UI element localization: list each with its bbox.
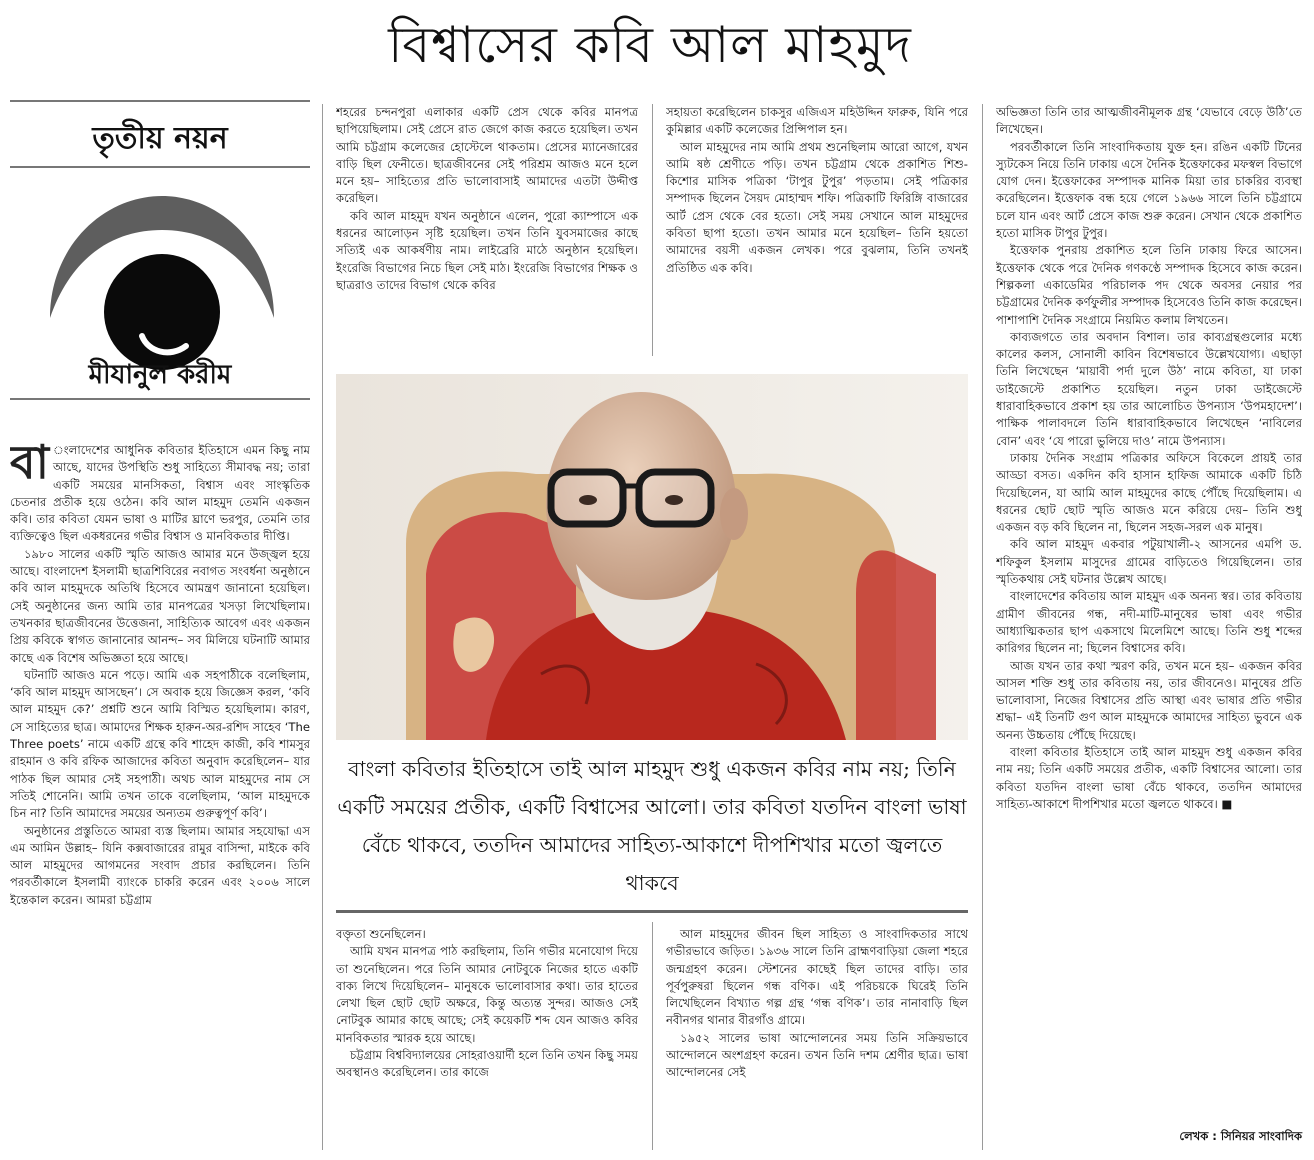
paragraph: ১৯৫২ সালের ভাষা আন্দোলনের সময় তিনি সক্রিয়ভাবে আন্দোলনে অংশগ্রহণ করেন। তখন তিনি দশম শ্রেণীর ছাত্র। ভাষা আন্দোলনের সেই <box>666 1030 968 1080</box>
paragraph: বা ংলাদেশের আধুনিক কবিতার ইতিহাসে এমন কিছু নাম আছে, যাদের উপস্থিতি শুধু সাহিত্যে সীমাবদ্ধ নয়; তারা একটি সময়ের মানসিকতা, বিশ্বাস এবং সাংস্কৃতিক চেতনার প্রতীক হয়ে ওঠেন। কবি আল মাহমুদ তেমনি একজন কবি। তার কবিতা যেমন ভাষা ও মাটির ঘ্রাণে ভরপুর, তেমনি তার ব্যক্তিত্বেও ছিল একধরনের গভীর বিশ্বাস ও মানবিকতার দীপ্তি। <box>10 442 310 544</box>
column-rule <box>652 922 653 1150</box>
column-name: তৃতীয় নয়ন <box>92 121 228 156</box>
headline: বিশ্বাসের কবি আল মাহমুদ <box>388 16 912 74</box>
paragraph: বাংলাদেশের কবিতায় আল মাহমুদ এক অনন্য স্বর। তার কবিতায় গ্রামীণ জীবনের গন্ধ, নদী-মাটি-মানুষের ভাষা এবং গভীর আধ্যাত্মিকতার ছাপ একসাথে মিলেমিশে আছে। তিনি শুধু শব্দের কারিগর ছিলেন না; ছিলেন বিশ্বাসের কবি। <box>996 589 1302 656</box>
column-rule <box>982 104 983 1150</box>
paragraph: চট্টগ্রাম বিশ্ববিদ্যালয়ের সোহরাওয়ার্দী হলে তিনি তখন কিছু সময় অবস্থানও করেছিলেন। তার কাজে <box>336 1048 638 1080</box>
paragraph: কবি আল মাহমুদ একবার পটুয়াখালী-২ আসনের এমপি ড. শফিকুল ইসলাম মাসুদের গ্রামের বাড়িতেও গিয়েছিলেন। তার স্মৃতিকথায় সেই ঘটনার উল্লেখ আছে। <box>996 537 1302 587</box>
panel-bottom-rule <box>10 398 310 400</box>
column-header-panel <box>10 100 310 402</box>
paragraph: কবি আল মাহমুদ যখন অনুষ্ঠানে এলেন, পুরো ক্যাম্পাসে এক ধরনের আলোড়ন সৃষ্টি হয়েছিল। তখন তিনি যুবসমাজের কাছে সত্যিই এক আকর্ষণীয় নাম। লাইব্রেরি মাঠে অনুষ্ঠান হয়েছিল। ইংরেজি বিভাগের নিচে ছিল সেই মাঠ। ইংরেজি বিভাগের শিক্ষক ও ছাত্ররাও তাদের বিভাগ থেকে কবির <box>336 208 638 292</box>
poet-photo <box>336 374 968 740</box>
paragraph: আল মাহমুদের নাম আমি প্রথম শুনেছিলাম আরো আগে, যখন আমি ষষ্ঠ শ্রেণীতে পড়ি। তখন চট্টগ্রাম থেকে প্রকাশিত শিশু-কিশোর মাসিক পত্রিকা ‘টাপুর টুপুর’ পড়তাম। সেই পত্রিকার সম্পাদক ছিলেন সৈয়দ মোহাম্মদ শফি। পত্রিকাটি ফিরিঙ্গি বাজারের আর্ট প্রেস থেকে বের হতো। সেই সময় সেখানে আল মাহমুদের কবিতা ছাপা হতো। তখন আমার মনে হয়েছিল– তিনি হয়তো আমাদের বয়সী একজন লেখক। পরে বুঝলাম, তিনি তখনই প্রতিষ্ঠিত এক কবি। <box>666 139 968 275</box>
pull-quote: বাংলা কবিতার ইতিহাসে তাই আল মাহমুদ শুধু একজন কবির নাম নয়; তিনি একটি সময়ের প্রতীক, একটি বিশ্বাসের আলো। তার কবিতা যতদিন বাংলা ভাষা বেঁচে থাকবে, ততদিন আমাদের সাহিত্য-আকাশে দীপশিখার মতো জ্বলতে থাকবে <box>337 757 967 895</box>
article-column-3-bottom <box>666 926 968 1150</box>
panel-top-rule <box>10 100 310 102</box>
drop-cap: বা <box>10 442 49 489</box>
article-column-2-top <box>336 104 638 356</box>
eye-icon <box>44 186 280 382</box>
pull-quote-rule <box>336 910 968 913</box>
paragraph: কাব্যজগতে তার অবদান বিশাল। তার কাব্যগ্রন্থগুলোর মধ্যে কালের কলস, সোনালী কাবিন বিশেষভাবে উল্লেখযোগ্য। এছাড়া তিনি লিখেছেন ‘মায়াবী পর্দা দুলে উঠ’ নামে কবিতা, যা ঢাকা ডাইজেস্টে প্রকাশিত হয়েছিল। নতুন ঢাকা ডাইজেস্টে ধারাবাহিকভাবে প্রকাশ হয় তার আলোচিত উপন্যাস ‘উপমহাদেশ’। পাক্ষিক পালাবদলে তিনি ধারাবাহিকভাবে লিখেছেন ‘নাবিলের বোন’ এবং ‘যে পারো ভুলিয়ে দাও’ নামে উপন্যাস। <box>996 329 1302 448</box>
article-column-2-bottom <box>336 926 638 1150</box>
paragraph: ইত্তেফাক পুনরায় প্রকাশিত হলে তিনি ঢাকায় ফিরে আসেন। ইত্তেফাক থেকে পরে দৈনিক গণকণ্ঠে সম্পাদক হিসেবে কাজ করেন। শিল্পকলা একাডেমির পরিচালক পদ থেকে অবসর নেয়ার পর চট্টগ্রামের দৈনিক কর্ণফুলীর সম্পাদক হিসেবেও তিনি কাজ করেছেন। পাশাপাশি দৈনিক সংগ্রামে নিয়মিত কলাম লিখতেন। <box>996 243 1302 327</box>
byline: লেখক : সিনিয়র সাংবাদিক <box>1179 1129 1302 1143</box>
column-rule <box>322 104 323 1150</box>
paragraph: পরবর্তীকালে তিনি সাংবাদিকতায় যুক্ত হন। রঙিন একটি টিনের স্যুটকেস নিয়ে তিনি ঢাকায় এসে দৈনিক ইত্তেফাকের মফস্বল বিভাগে যোগ দেন। ইত্তেফাকের সম্পাদক মানিক মিয়া তার চাকরির ব্যবস্থা করেছিলেন। ইত্তেফাক বন্ধ হয়ে গেলে ১৯৬৬ সালে তিনি চট্টগ্রামে চলে যান এবং আর্ট প্রেসে কাজ শুরু করেন। সেখান থেকে প্রকাশিত হতো মাসিক টাপুর টুপুর। <box>996 139 1302 241</box>
paragraph: ঘটনাটি আজও মনে পড়ে। আমি এক সহপাঠীকে বলেছিলাম, ‘কবি আল মাহমুদ আসছেন’। সে অবাক হয়ে জিজ্ঞেস করল, ‘কবি আল মাহমুদ কে?’ প্রশ্নটি শুনে আমি বিস্মিত হয়েছিলাম। কারণ, সে সাহিত্যের ছাত্র। আমাদের শিক্ষক হারুন-অর-রশিদ সাহেব ‘The Three poets’ নামে একটি গ্রন্থে কবি শাহেদ কাজী, কবি শামসুর রাহমান ও কবি রফিক আজাদের কবিতা অনুবাদ করেছিলেন– যার পাঠক ছিল আমার সেই সহপাঠী। অথচ আল মাহমুদের নাম সে সতিই শোনেনি। আমি তখন তাকে বলেছিলাম, ‘আল মাহমুদকে চিন না? তিনি আমাদের সময়ের অন্যতম গুরুত্বপূর্ণ কবি’। <box>10 667 310 821</box>
author-name: মীযানুল করীম <box>88 360 232 390</box>
paragraph: ঢাকায় দৈনিক সংগ্রাম পত্রিকার অফিসে বিকেলে প্রায়ই তার আড্ডা বসত। একদিন কবি হাসান হাফিজ আমাকে একটি চিঠি দিয়েছিলেন, যা আমি আল মাহমুদের কাছে পৌঁছে দিয়েছিলাম। এ ধরনের ছোট ছোট স্মৃতি আজও মনে করিয়ে দেয়– তিনি শুধু একজন বড় কবি ছিলেন না, ছিলেন সহজ-সরল এক মানুষ। <box>996 450 1302 535</box>
paragraph: আজ যখন তার কথা স্মরণ করি, তখন মনে হয়– একজন কবির আসল শক্তি শুধু তার কবিতায় নয়, তার জীবনেও। মানুষের প্রতি ভালোবাসা, নিজের বিশ্বাসের প্রতি আস্থা এবং ভাষার প্রতি গভীর শ্রদ্ধা– এই তিনটি গুণ আল মাহমুদকে আমাদের সাহিত্য ভুবনে এক অনন্য উচ্চতায় পৌঁছে দিয়েছে। <box>996 658 1302 742</box>
paragraph: বক্তৃতা শুনেছিলেন। <box>336 927 426 941</box>
paragraph: ১৯৮০ সালের একটি স্মৃতি আজও আমার মনে উজ্জ্বল হয়ে আছে। বাংলাদেশ ইসলামী ছাত্রশিবিরের নবাগত সংবর্ধনা অনুষ্ঠানে কবি আল মাহমুদকে অতিথি হিসেবে আমন্ত্রণ জানানো হয়েছিল। সেই অনুষ্ঠানের জন্য আমি তার মানপত্রের খসড়া লিখেছিলাম। তখনকার ছাত্রজীবনের উত্তেজনা, সাহিত্যিক আবেগ এবং একজন প্রিয় কবিকে স্বাগত জানানোর আনন্দ– সব মিলিয়ে ঘটনাটি আমার কাছে এক বিশেষ অভিজ্ঞতা হয়ে আছে। <box>10 546 310 665</box>
paragraph: বাংলা কবিতার ইতিহাসে তাই আল মাহমুদ শুধু একজন কবির নাম নয়; তিনি একটি সময়ের প্রতীক, একটি বিশ্বাসের আলো। তার কবিতা যতদিন বাংলা ভাষা বেঁচে থাকবে, ততদিন আমাদের সাহিত্য-আকাশে দীপশিখার মতো জ্বলতে থাকবে। ■ <box>996 744 1302 811</box>
paragraph: সহায়তা করেছিলেন চাকসুর এজিএস মহিউদ্দিন ফারুক, যিনি পরে কুমিল্লার একটি কলেজের প্রিন্সিপাল হন। <box>666 105 968 137</box>
paragraph: অভিজ্ঞতা তিনি তার আত্মজীবনীমূলক গ্রন্থ ‘যেভাবে বেড়ে উঠি’তে লিখেছেন। <box>996 105 1302 137</box>
paragraph: আমি যখন মানপত্র পাঠ করছিলাম, তিনি গভীর মনোযোগ দিয়ে তা শুনেছিলেন। পরে তিনি আমার নোটবুকে নিজের হাতে একটি বাক্য লিখে দিয়েছিলেন– মানুষকে ভালোবাসার কথা। তার হাতের লেখা ছিল ছোট ছোট অক্ষরে, কিন্তু অত্যন্ত সুন্দর। আজও সেই নোটবুক আমার কাছে আছে; সেই কয়েকটি শব্দ যেন আজও কবির মানবিকতার স্মারক হয়ে আছে। <box>336 944 638 1045</box>
panel-mid-rule <box>10 166 310 168</box>
article-column-1 <box>10 442 310 1150</box>
article-column-3-top <box>666 104 968 356</box>
paragraph: শহরের চন্দনপুরা এলাকার একটি প্রেস থেকে কবির মানপত্র ছাপিয়েছিলাম। সেই প্রেসে রাত জেগে কাজ করতে হয়েছিল। তখন আমি চট্টগ্রাম কলেজের হোস্টেলে থাকতাম। প্রেসের ম্যানেজারের বাড়ি ছিল ফেনীতে। ছাত্রজীবনের সেই পরিশ্রম আজও মনে হলে মনে হয়– সাহিত্যের প্রতি ভালোবাসাই আমাদের এতটা উদ্দীপ্ত করেছিল। <box>336 105 638 206</box>
column-rule <box>652 104 653 356</box>
paragraph: অনুষ্ঠানের প্রস্তুতিতে আমরা ব্যস্ত ছিলাম। আমার সহযোদ্ধা এস এম আমিন উল্লাহ– যিনি কক্সবাজারের রামুর বাসিন্দা, মাইকে কবি আল মাহমুদের আগমনের সংবাদ প্রচার করছিলেন। তিনি পরবর্তীকালে ইসলামী ব্যাংকে চাকরি করেন এবং ২০০৬ সালে ইন্তেকাল করেন। আমরা চট্টগ্রাম <box>10 823 310 907</box>
paragraph: আল মাহমুদের জীবন ছিল সাহিত্য ও সাংবাদিকতার সাথে গভীরভাবে জড়িত। ১৯৩৬ সালে তিনি ব্রাহ্মণবাড়িয়া জেলা শহরে জন্মগ্রহণ করেন। স্টেশনের কাছেই ছিল তাদের বাড়ি। তার পূর্বপুরুষরা ছিলেন গন্ধ বণিক। এই পরিচয়কে ঘিরেই তিনি লিখেছিলেন বিখ্যাত গল্প গ্রন্থ ‘গন্ধ বণিক’। তার নানাবাড়ি ছিল নবীনগর থানার বীরগাঁও গ্রামে। <box>666 927 968 1028</box>
article-column-4 <box>996 104 1302 1124</box>
